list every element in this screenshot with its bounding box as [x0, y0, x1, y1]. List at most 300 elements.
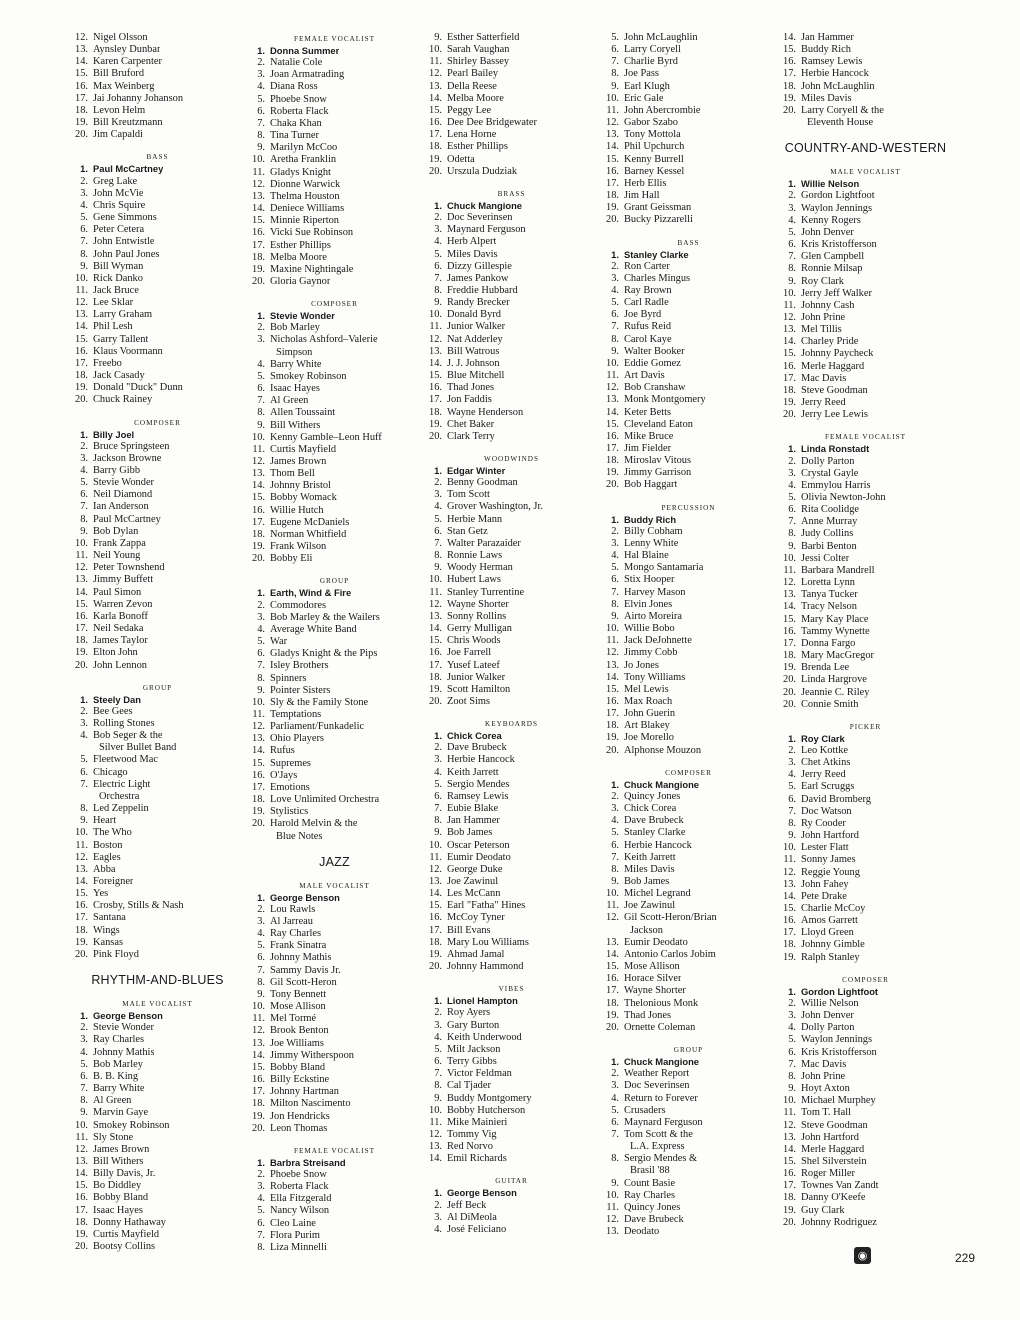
- rank-number: 20.: [783, 409, 796, 421]
- rank-number: 5.: [80, 477, 88, 489]
- artist-name: John Prine: [801, 311, 846, 323]
- artist-name: Kenny Rogers: [801, 214, 861, 226]
- artist-name: Donald "Duck" Dunn: [93, 382, 183, 394]
- ranking-entry: [249, 624, 420, 636]
- ranking-entry: [426, 489, 597, 501]
- rank-number: 6.: [80, 1070, 88, 1082]
- rank-number: 15.: [606, 418, 619, 430]
- rank-number: 7.: [257, 1229, 265, 1241]
- artist-name: Lionel Hampton: [447, 995, 518, 1007]
- rank-number: 15.: [783, 44, 796, 56]
- rank-number: 3.: [788, 467, 796, 479]
- artist-name: Sonny Rollins: [447, 610, 507, 622]
- rank-number: 14.: [252, 745, 265, 757]
- rank-number: 19.: [252, 541, 265, 553]
- category-heading: GUITAR: [495, 1177, 528, 1186]
- artist-name: Alphonse Mouzon: [624, 744, 702, 756]
- rank-number: 13.: [783, 878, 796, 890]
- ranking-entry: [780, 44, 951, 56]
- ranking-entry: [603, 467, 774, 479]
- rank-number: 13.: [783, 1131, 796, 1143]
- artist-name: Natalie Cole: [270, 57, 323, 69]
- artist-name: Doc Severinsen: [624, 1080, 690, 1092]
- entry-continuation: Jackson: [630, 924, 663, 936]
- rank-number: 1.: [257, 587, 265, 599]
- rank-number: 1.: [434, 1187, 442, 1199]
- ranking-entry: [426, 1056, 597, 1068]
- rank-number: 18.: [606, 190, 619, 202]
- artist-name: Eumir Deodato: [447, 851, 511, 863]
- rank-number: 2.: [257, 599, 265, 611]
- ranking-entry: [426, 273, 597, 285]
- rank-number: 17.: [75, 912, 88, 924]
- rank-number: 17.: [75, 1204, 88, 1216]
- artist-name: Earl Klugh: [624, 80, 670, 92]
- ranking-entry: [603, 394, 774, 406]
- ranking-entry: [249, 1111, 420, 1123]
- ranking-entry: [603, 912, 774, 924]
- rank-number: 19.: [429, 418, 442, 430]
- rank-number: 13.: [606, 129, 619, 141]
- artist-name: Joe Morello: [624, 732, 674, 744]
- rank-number: 8.: [80, 1095, 88, 1107]
- rank-number: 7.: [257, 117, 265, 129]
- artist-name: Max Weinberg: [93, 80, 155, 92]
- rank-number: 14.: [75, 586, 88, 598]
- artist-name: Johnny Hammond: [447, 961, 524, 973]
- rank-number: 19.: [75, 382, 88, 394]
- artist-name: Chaka Khan: [270, 117, 322, 129]
- ranking-entry: [249, 1062, 420, 1074]
- rank-number: 7.: [788, 805, 796, 817]
- ranking-entry: [72, 562, 243, 574]
- ranking-entry: [780, 1095, 951, 1107]
- artist-name: Phoebe Snow: [270, 1168, 327, 1180]
- artist-name: Dolly Parton: [801, 455, 855, 467]
- rank-number: 12.: [252, 1025, 265, 1037]
- artist-name: Horace Silver: [624, 973, 682, 985]
- ranking-entry: [603, 1105, 774, 1117]
- ranking-entry: [249, 553, 420, 565]
- ranking-entry: [249, 1123, 420, 1135]
- artist-name: Jack Bruce: [93, 284, 139, 296]
- artist-name: Nancy Wilson: [270, 1205, 330, 1217]
- category-heading: VIBES: [498, 985, 525, 994]
- column-4: [603, 32, 780, 1282]
- rank-number: 14.: [429, 92, 442, 104]
- rank-number: 5.: [257, 370, 265, 382]
- artist-name: Nicholas Ashford–Valerie: [270, 334, 378, 346]
- rank-number: 7.: [611, 56, 619, 68]
- rank-number: 16.: [75, 900, 88, 912]
- ranking-entry: [249, 444, 420, 456]
- artist-name: David Bromberg: [801, 793, 871, 805]
- artist-name: Neil Young: [93, 550, 141, 562]
- artist-name: Minnie Riperton: [270, 215, 339, 227]
- ranking-entry: [603, 526, 774, 538]
- ranking-entry: [426, 696, 597, 708]
- rank-number: 13.: [606, 1226, 619, 1238]
- rank-number: 16.: [606, 430, 619, 442]
- artist-name: Dizzy Gillespie: [447, 260, 512, 272]
- page-number: 229: [955, 1251, 976, 1265]
- ranking-entry: [249, 1038, 420, 1050]
- ranking-entry: [426, 888, 597, 900]
- artist-name: Count Basie: [624, 1177, 676, 1189]
- rank-number: 17.: [429, 129, 442, 141]
- rank-number: 8.: [611, 1153, 619, 1165]
- artist-name: Ohio Players: [270, 733, 324, 745]
- rank-number: 5.: [257, 940, 265, 952]
- rank-number: 17.: [783, 927, 796, 939]
- artist-name: Ian Anderson: [93, 501, 149, 513]
- artist-name: Rufus: [270, 745, 295, 757]
- artist-name: Lou Rawls: [270, 903, 316, 915]
- rank-number: 4.: [434, 236, 442, 248]
- rank-number: 12.: [75, 851, 88, 863]
- rank-number: 2.: [788, 190, 796, 202]
- rank-number: 9.: [434, 562, 442, 574]
- artist-name: Reggie Young: [801, 866, 860, 878]
- rank-number: 14.: [783, 32, 796, 43]
- ranking-entry: [780, 203, 951, 215]
- ranking-entry: [426, 105, 597, 117]
- ranking-entry: [72, 236, 243, 248]
- rank-number: 12.: [606, 117, 619, 129]
- ranking-entry: [249, 952, 420, 964]
- artist-name: Roy Clark: [801, 275, 845, 287]
- rank-number: 9.: [611, 610, 619, 622]
- rank-number: 9.: [80, 1107, 88, 1119]
- artist-name: Tammy Wynette: [801, 625, 870, 637]
- ranking-entry: [426, 599, 597, 611]
- artist-name: Antonio Carlos Jobim: [624, 948, 716, 960]
- ranking-entry: [72, 441, 243, 453]
- artist-name: Frank Sinatra: [270, 940, 327, 952]
- rank-number: 18.: [783, 1192, 796, 1204]
- artist-name: Oscar Peterson: [447, 839, 510, 851]
- rank-number: 5.: [257, 636, 265, 648]
- ranking-entry: [780, 662, 951, 674]
- rank-number: 11.: [75, 839, 88, 851]
- rank-number: 3.: [80, 187, 88, 199]
- rank-number: 9.: [788, 1083, 796, 1095]
- ranking-entry: [603, 684, 774, 696]
- ranking-entry: [780, 456, 951, 468]
- ranking-entry: [426, 1105, 597, 1117]
- artist-name: Grover Washington, Jr.: [447, 501, 543, 513]
- artist-name: Chuck Mangione: [624, 778, 700, 790]
- artist-name: Mary Lou Williams: [447, 936, 529, 948]
- rank-number: 3.: [788, 1010, 796, 1022]
- rank-number: 20.: [783, 104, 796, 116]
- artist-name: Barbra Streisand: [270, 1156, 346, 1168]
- artist-name: Bo Diddley: [93, 1180, 142, 1192]
- ranking-entry: [72, 864, 243, 876]
- rank-number: 18.: [75, 370, 88, 382]
- rank-number: 19.: [783, 951, 796, 963]
- artist-name: Johnny Hartman: [270, 1086, 339, 1098]
- rank-number: 17.: [75, 623, 88, 635]
- artist-name: John Paul Jones: [93, 248, 160, 260]
- artist-name: Bob James: [447, 827, 493, 839]
- rank-number: 10.: [606, 357, 619, 369]
- ranking-entry: [603, 370, 774, 382]
- rank-number: 12.: [75, 32, 88, 43]
- ranking-entry: [426, 876, 597, 888]
- ranking-entry: [426, 309, 597, 321]
- rank-number: 10.: [75, 537, 88, 549]
- artist-name: Stevie Wonder: [270, 310, 335, 322]
- artist-name: James Pankow: [447, 272, 509, 284]
- ranking-entry: [249, 1218, 420, 1230]
- artist-name: Milton Nascimento: [270, 1098, 351, 1110]
- artist-name: Led Zeppelin: [93, 803, 149, 815]
- artist-name: Gordon Lightfoot: [801, 190, 875, 202]
- artist-name: Bobby Womack: [270, 492, 337, 504]
- ranking-entry: [603, 1022, 774, 1034]
- rank-number: 8.: [434, 550, 442, 562]
- rank-number: 18.: [252, 528, 265, 540]
- ranking-entry: [249, 685, 420, 697]
- artist-name: Guy Clark: [801, 1204, 845, 1216]
- rank-number: 12.: [252, 456, 265, 467]
- rank-number: 5.: [788, 781, 796, 793]
- entry-continuation: Orchestra: [99, 790, 140, 802]
- artist-name: Danny O'Keefe: [801, 1192, 866, 1204]
- ranking-entry: [249, 432, 420, 444]
- rank-number: 8.: [80, 248, 88, 260]
- ranking-entry: [780, 93, 951, 105]
- ranking-entry: [72, 394, 243, 406]
- artist-name: Jerry Reed: [801, 769, 846, 781]
- ranking-entry: [72, 912, 243, 924]
- artist-name: Willie Bobo: [624, 623, 675, 635]
- rank-number: 14.: [252, 203, 265, 215]
- ranking-entry: [426, 767, 597, 779]
- ranking-entry: [780, 1132, 951, 1144]
- artist-name: Jimmy Witherspoon: [270, 1049, 354, 1061]
- rank-number: 20.: [783, 674, 796, 686]
- rank-number: 12.: [75, 1143, 88, 1155]
- ranking-entry: [426, 827, 597, 839]
- rank-number: 20.: [75, 659, 88, 671]
- rank-number: 6.: [257, 1217, 265, 1229]
- artist-name: Rita Coolidge: [801, 504, 860, 516]
- rank-number: 2.: [80, 175, 88, 187]
- artist-name: Hoyt Axton: [801, 1083, 850, 1095]
- ranking-entry: [603, 973, 774, 985]
- ranking-entry: [249, 892, 420, 904]
- artist-name: Elvin Jones: [624, 598, 673, 610]
- ranking-entry: [426, 224, 597, 236]
- rank-number: 6.: [257, 648, 265, 660]
- rank-number: 19.: [606, 467, 619, 479]
- artist-name: Barry Gibb: [93, 465, 141, 476]
- ranking-entry: [780, 32, 951, 44]
- artist-name: Ramsey Lewis: [801, 56, 863, 68]
- rank-number: 18.: [252, 251, 265, 263]
- rank-number: 13.: [429, 345, 442, 357]
- ranking-entry: [72, 1156, 243, 1168]
- rank-number: 14.: [429, 888, 442, 900]
- ranking-entry: [249, 94, 420, 106]
- ranking-entry: [426, 249, 597, 261]
- artist-name: Monk Montgomery: [624, 394, 706, 406]
- rank-number: 12.: [783, 311, 796, 323]
- rank-number: 18.: [606, 997, 619, 1009]
- artist-name: Billy Davis, Jr.: [93, 1168, 156, 1180]
- rank-number: 18.: [429, 671, 442, 683]
- ranking-entry: [249, 587, 420, 599]
- rank-number: 7.: [80, 236, 88, 248]
- ranking-entry: [780, 348, 951, 360]
- ranking-entry: [780, 939, 951, 951]
- artist-name: Keith Jarrett: [624, 851, 676, 863]
- artist-name: George Duke: [447, 863, 503, 875]
- ranking-entry: [603, 261, 774, 273]
- ranking-entry: [780, 190, 951, 202]
- ranking-entry: [426, 779, 597, 791]
- ranking-entry: [426, 1187, 597, 1199]
- rank-number: 17.: [252, 516, 265, 528]
- ranking-entry: [249, 154, 420, 166]
- artist-name: Lee Sklar: [93, 297, 134, 309]
- rank-number: 5.: [257, 1205, 265, 1217]
- rank-number: 2.: [257, 1168, 265, 1180]
- rank-number: 13.: [75, 574, 88, 586]
- artist-name: James Taylor: [93, 635, 148, 647]
- ranking-entry: [72, 635, 243, 647]
- ranking-entry: [72, 730, 243, 742]
- rank-number: 3.: [257, 916, 265, 927]
- artist-name: Scott Hamilton: [447, 683, 511, 695]
- artist-name: Blue Mitchell: [447, 370, 505, 382]
- ranking-entry: [72, 249, 243, 261]
- ranking-entry: [249, 1169, 420, 1181]
- rank-number: 1.: [257, 1156, 265, 1168]
- ranking-entry: [72, 1071, 243, 1083]
- rank-number: 11.: [783, 564, 796, 576]
- ranking-entry: [426, 803, 597, 815]
- rank-number: 1.: [611, 513, 619, 525]
- rank-number: 18.: [75, 924, 88, 936]
- ranking-entry: [603, 985, 774, 997]
- artist-name: Johnny Paycheck: [801, 348, 874, 360]
- category-heading: PERCUSSION: [661, 503, 716, 512]
- rank-number: 10.: [75, 827, 88, 839]
- artist-name: Dolly Parton: [801, 1022, 855, 1034]
- ranking-entry: [249, 276, 420, 288]
- artist-name: Nigel Olsson: [93, 32, 148, 43]
- artist-name: Mel Tillis: [801, 324, 842, 336]
- ranking-entry: [603, 309, 774, 321]
- artist-name: Smokey Robinson: [270, 370, 347, 382]
- artist-name: Ralph Stanley: [801, 951, 860, 963]
- artist-name: Barney Kessel: [624, 165, 685, 177]
- artist-name: Roberta Flack: [270, 105, 329, 117]
- artist-name: Waylon Jennings: [801, 1034, 873, 1046]
- ranking-entry: [603, 93, 774, 105]
- ranking-entry: [426, 623, 597, 635]
- rank-number: 7.: [788, 1058, 796, 1070]
- artist-name: Thom Bell: [270, 468, 315, 480]
- artist-name: Ron Carter: [624, 260, 670, 272]
- ranking-entry: [249, 1001, 420, 1013]
- artist-name: Jim Fielder: [624, 443, 672, 454]
- rank-number: 10.: [252, 1001, 265, 1013]
- ranking-entry: [249, 191, 420, 203]
- artist-name: Doc Watson: [801, 805, 852, 817]
- artist-name: Herbie Hancock: [447, 754, 515, 766]
- ranking-entry: [780, 1217, 951, 1229]
- artist-name: Parliament/Funkadelic: [270, 721, 365, 733]
- artist-name: Aretha Franklin: [270, 154, 337, 166]
- ranking-entry: [72, 550, 243, 562]
- rank-number: 16.: [252, 769, 265, 781]
- ranking-entry: [780, 891, 951, 903]
- artist-name: Karla Bonoff: [93, 610, 148, 622]
- artist-name: Bucky Pizzarelli: [624, 214, 693, 226]
- rank-number: 1.: [788, 443, 796, 455]
- artist-name: Bill Evans: [447, 924, 491, 936]
- rank-number: 6.: [788, 239, 796, 251]
- rank-number: 7.: [434, 272, 442, 284]
- rank-number: 5.: [80, 1058, 88, 1070]
- ranking-entry: [72, 1229, 243, 1241]
- rank-number: 5.: [80, 212, 88, 224]
- ranking-entry: [249, 733, 420, 745]
- ranking-entry: [72, 44, 243, 56]
- artist-name: Chuck Mangione: [447, 199, 523, 211]
- ranking-entry: [603, 1093, 774, 1105]
- poll-results-page: [72, 32, 972, 1282]
- artist-name: Ramsey Lewis: [447, 790, 509, 802]
- rank-number: 7.: [257, 395, 265, 407]
- rank-number: 18.: [75, 104, 88, 116]
- artist-name: Kris Kristofferson: [801, 1046, 877, 1058]
- rank-number: 14.: [783, 890, 796, 902]
- artist-name: Gladys Knight & the Pips: [270, 648, 378, 660]
- rank-number: 9.: [788, 540, 796, 552]
- ranking-entry: [426, 864, 597, 876]
- artist-name: Della Reese: [447, 80, 497, 92]
- ranking-entry: [426, 346, 597, 358]
- artist-name: Jim Hall: [624, 190, 660, 202]
- artist-name: Stevie Wonder: [93, 1022, 155, 1034]
- entry-continuation: Silver Bullet Band: [99, 742, 177, 754]
- ranking-entry: [249, 45, 420, 57]
- ranking-entry: [72, 949, 243, 961]
- ranking-entry: [780, 1205, 951, 1217]
- rank-number: 11.: [75, 284, 88, 296]
- category-heading: FEMALE VOCALIST: [825, 433, 906, 442]
- rank-number: 5.: [434, 1043, 442, 1055]
- artist-name: Phoebe Snow: [270, 93, 327, 105]
- ranking-entry: [249, 600, 420, 612]
- rank-number: 7.: [434, 803, 442, 815]
- artist-name: Herbie Hancock: [801, 68, 869, 80]
- rank-number: 4.: [80, 730, 88, 742]
- ranking-entry: [249, 215, 420, 227]
- rank-number: 16.: [252, 504, 265, 516]
- artist-name: Michel Legrand: [624, 888, 691, 900]
- artist-name: Jim Capaldi: [93, 129, 143, 141]
- rank-number: 4.: [788, 479, 796, 491]
- artist-name: George Benson: [270, 891, 340, 903]
- artist-name: Donna Fargo: [801, 637, 856, 649]
- ranking-entry: [72, 370, 243, 382]
